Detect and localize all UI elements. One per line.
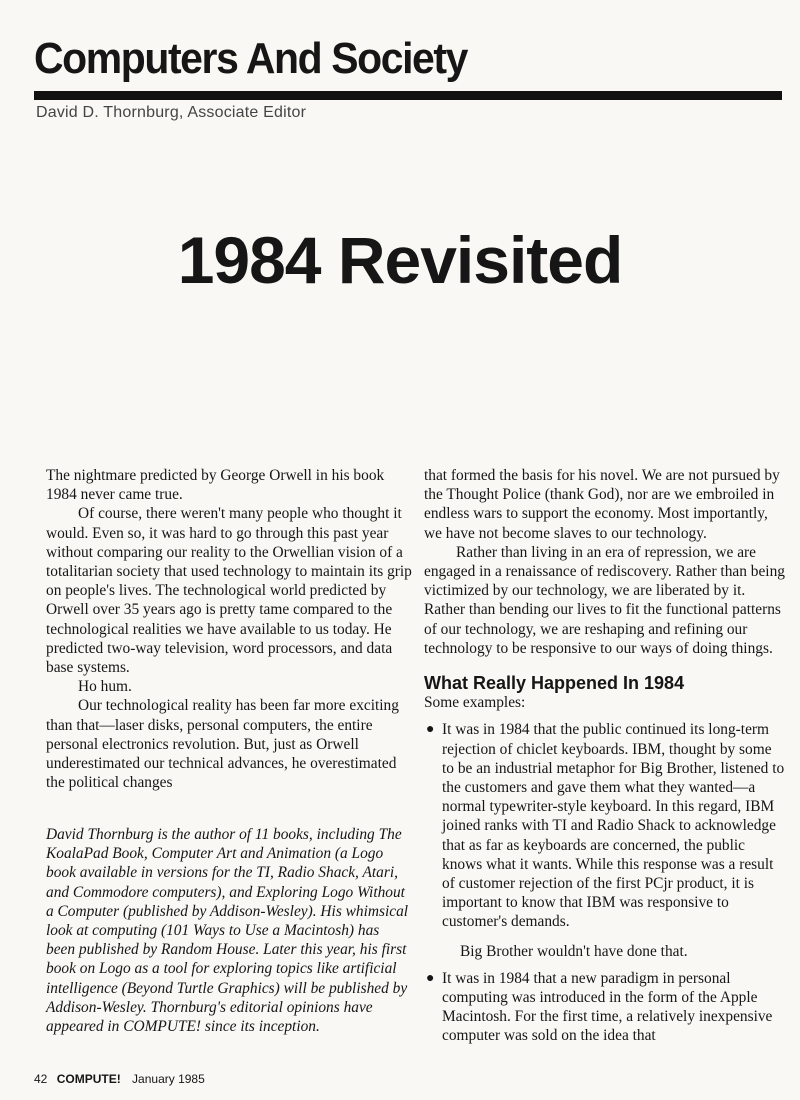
list-item-follow-wrap (424, 942, 786, 961)
list-item-text: It was in 1984 that a new paradigm in personal computing was introduced in the form of the Apple Macintosh. For the first time, a relatively inexpensive computer was sold on the idea that (442, 969, 773, 1045)
left-column (46, 466, 412, 792)
paragraph: Our technological reality has been far more exciting than that—laser disks, personal computers, the entire personal electronics revolution. But, just as Orwell underestimated our technical advances, he overestimated the political changes (46, 697, 399, 792)
column-title: Computers And Society (34, 34, 468, 83)
right-column (424, 466, 786, 1046)
list-item-text: It was in 1984 that the public continued its long-term rejection of chiclet keyboards. IBM, thought by some to be an industrial metaphor for Big Brother, listened to the customers and gave them what they wanted—a normal typewriter-style keyboard. In this regard, IBM joined ranks with TI and Radio Shack to acknowledge that as far as keyboards are concerned, the public knows what it wants. While this response was a result of customer rejection of the first PCjr product, it is important to know that IBM was responsive to customer's demands. (442, 721, 785, 931)
section-subhead: What Really Happened In 1984 (424, 673, 685, 694)
paragraph: The nightmare predicted by George Orwell in his book 1984 never came true. (46, 467, 385, 504)
header-rule (34, 91, 782, 100)
bullet-dot-icon: ● (426, 970, 435, 986)
list-item (424, 720, 786, 931)
paragraph: Ho hum. (78, 678, 132, 696)
paragraph: that formed the basis for his novel. We are not pursued by the Thought Police (thank God), nor are we embroiled in endless wars to support the economy. Most importantly, we have not become slaves to our technology. (424, 467, 780, 542)
paragraph: Of course, there weren't many people who thought it would. Even so, it was hard to go through this past year without comparing our reality to the Orwellian vision of a totalitarian society that used technology to maintain its grip on people's lives. The technological world predicted by Orwell over 35 years ago is pretty tame compared to the technological realities we have available to us today. He predicted two-way television, word processors, and data base systems. (46, 505, 412, 677)
bullet-follow-text: Big Brother wouldn't have done that. (460, 942, 688, 960)
author-bio: David Thornburg is the author of 11 books, including The KoalaPad Book, Computer Art and Animation (a Logo book available in versions for the TI, Radio Shack, Atari, and Commodore computers), and Exploring Logo Without a Computer (published by Addison-Wesley). His whimsical look at computing (101 Ways to Use a Macintosh) has been published by Random House. Later this year, his first book on Logo as a tool for exploring topics like artificial intelligence (Beyond Turtle Graphics) will be published by Addison-Wesley. Thornburg's editorial opinions have appeared in COMPUTE! since its inception. (46, 826, 409, 1036)
article-headline: 1984 Revisited (177, 223, 623, 297)
magazine-name: COMPUTE! (56, 1072, 121, 1086)
paragraph: Rather than living in an era of repression, we are engaged in a renaissance of rediscovery. Rather than being victimized by our technology, we are liberated by it. Rather than bending our lives to fit the functional patterns of our technology, we are reshaping and refining our technology to be responsive to our ways of doing things. (424, 543, 785, 657)
examples-intro: Some examples: (424, 694, 526, 712)
list-item (424, 969, 786, 1046)
page-footer (34, 1072, 205, 1086)
page-number: 42 (34, 1072, 48, 1086)
bullet-dot-icon: ● (426, 722, 435, 738)
issue-date: January 1985 (132, 1072, 205, 1086)
examples-list (424, 720, 786, 1045)
byline: David D. Thornburg, Associate Editor (36, 104, 307, 121)
